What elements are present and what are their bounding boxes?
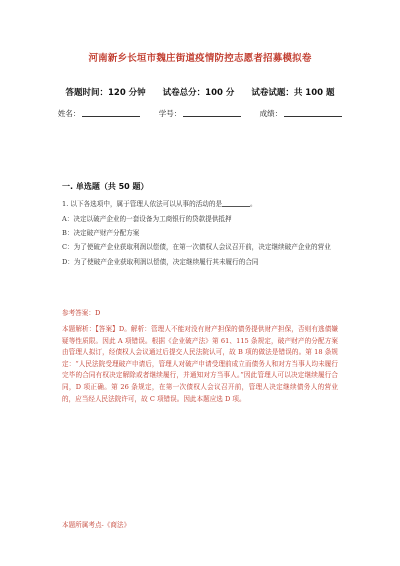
- reference-answer: 参考答案：D: [62, 309, 101, 317]
- score-label: 成绩：: [259, 109, 283, 118]
- question-stem: [62, 199, 338, 210]
- question-text: 1. 以下各选项中，属于管理人依法可以从事的活动的是: [62, 200, 223, 208]
- score-field: [260, 108, 343, 119]
- option-a: A：决定以破产企业的一套设备为工商银行的贷款提供抵押: [62, 215, 232, 223]
- answer-blank: [222, 206, 250, 207]
- question-stem-end: 。: [250, 200, 257, 208]
- option-c: C：为了使破产企业获取利润以偿债，在第一次债权人会议召开前，决定继续破产企业的营业: [62, 243, 331, 252]
- exam-time: 答题时间：120 分钟: [65, 88, 146, 98]
- option-b: B：决定破产财产分配方案: [62, 229, 140, 238]
- student-info: [0, 108, 400, 119]
- exam-meta: [0, 86, 400, 98]
- id-blank: [183, 116, 241, 117]
- section-heading: 一. 单选题（共 50 题）: [62, 182, 149, 191]
- name-label: 姓名：: [57, 109, 81, 118]
- name-field: [58, 108, 141, 119]
- exam-question-count: 试卷试题：共 100 题: [251, 88, 335, 98]
- question-options: [62, 214, 338, 271]
- answer-analysis: 本题解析：【答案】D。解析：管理人不能对没有财产担保的债务提供财产担保，否则有逃债嫌疑等性质限。因此 A 项错误。根据《企业破产法》第 61、115 条规定，破产财产的分配方案由管理人拟订，经债权人会议通过后提交人民法院认可，故 B 项的做法是错误的。第 18 条规定：“人民法院受理破产申请后，管理人对破产申请受理前成立而债务人和对方当事人均未履行完毕的合同有权决定解除或者继续履行，并通知对方当事人。”因此管理人可以决定继续履行合同，D 项正确。第 26 条规定，在第一次债权人会议召开前，管理人决定继续债务人的营业的，应当经人民法院许可，故 C 项错误。因此本题应选 D 项。: [62, 325, 338, 403]
- knowledge-point: 本题所属考点-《商法》: [62, 521, 131, 529]
- option-d: D：为了使破产企业获取利润以偿债，决定继续履行其未履行的合同: [62, 257, 259, 266]
- score-blank: [284, 116, 342, 117]
- exam-total-score: 试卷总分：100 分: [162, 88, 235, 98]
- name-blank: [82, 116, 140, 117]
- id-field: [159, 108, 242, 119]
- id-label: 学号：: [158, 109, 182, 118]
- page-title: 河南新乡长垣市魏庄街道疫情防控志愿者招募模拟卷: [88, 53, 312, 64]
